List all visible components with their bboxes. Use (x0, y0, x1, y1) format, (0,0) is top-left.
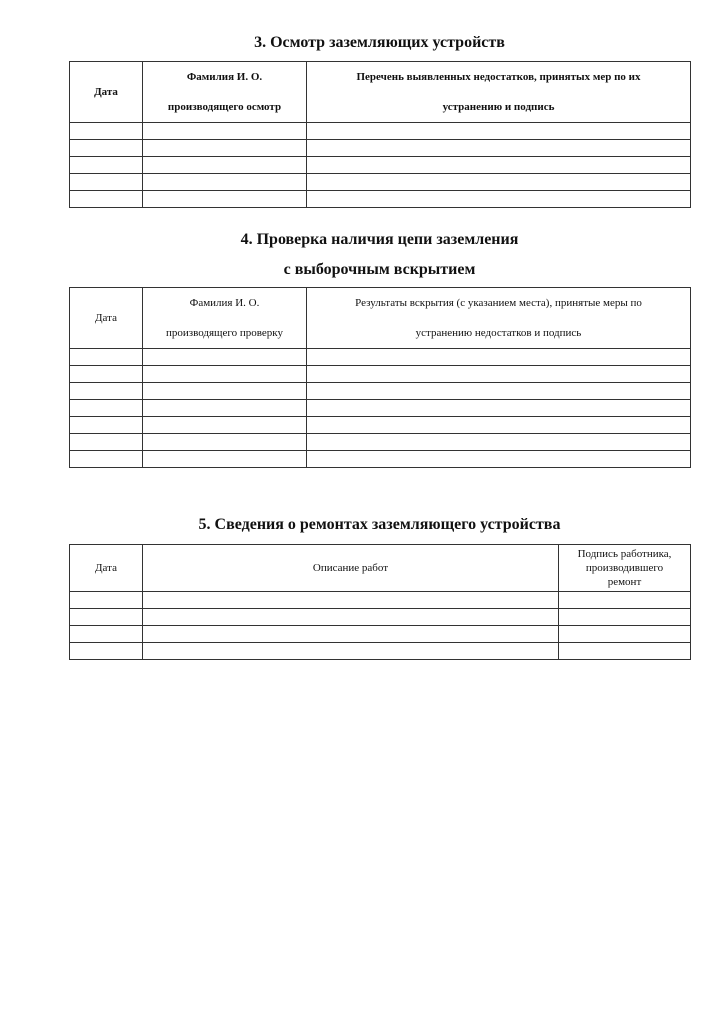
table-cell[interactable] (143, 140, 307, 157)
section-3-title: 3. Осмотр заземляющих устройств (254, 34, 505, 51)
table-cell[interactable] (143, 592, 559, 609)
table-cell[interactable] (307, 434, 691, 451)
table-cell[interactable] (70, 366, 143, 383)
table-row (70, 174, 691, 191)
table-cell[interactable] (70, 434, 143, 451)
table-cell[interactable] (70, 191, 143, 208)
table-row (70, 609, 691, 626)
column-header-inspector-line2: производящего осмотр (167, 101, 282, 113)
table-cell[interactable] (143, 366, 307, 383)
table-row (70, 383, 691, 400)
table-row (70, 157, 691, 174)
table-cell[interactable] (143, 157, 307, 174)
table-cell[interactable] (307, 451, 691, 468)
column-header-checker (143, 288, 307, 349)
table-cell[interactable] (70, 123, 143, 140)
table-row (70, 417, 691, 434)
table-cell[interactable] (143, 434, 307, 451)
section-4-title-line2: с выборочным вскрытием (283, 261, 476, 278)
table-cell[interactable] (70, 592, 143, 609)
grounding-check-table (69, 287, 691, 468)
table-cell[interactable] (143, 609, 559, 626)
section-5-title: 5. Сведения о ремонтах заземляющего устройства (198, 516, 561, 533)
table-cell[interactable] (307, 140, 691, 157)
section-5 (69, 512, 690, 588)
table-row (70, 451, 691, 468)
table-cell[interactable] (559, 609, 691, 626)
table-cell[interactable] (143, 191, 307, 208)
column-header-signature-line3: ремонт (607, 576, 642, 588)
table-cell[interactable] (143, 451, 307, 468)
table-cell[interactable] (143, 174, 307, 191)
table-cell[interactable] (307, 417, 691, 434)
table-cell[interactable] (559, 643, 691, 660)
repairs-table (69, 544, 691, 660)
table-cell[interactable] (307, 123, 691, 140)
table-cell[interactable] (70, 609, 143, 626)
table-cell[interactable] (143, 383, 307, 400)
table-cell[interactable] (70, 174, 143, 191)
table-row (70, 191, 691, 208)
inspection-table (69, 61, 691, 208)
column-header-date: Дата (70, 545, 143, 592)
column-header-defects (307, 62, 691, 123)
section-3 (69, 30, 690, 113)
table-row (70, 592, 691, 609)
table-cell[interactable] (307, 191, 691, 208)
column-header-signature-line1: Подпись работника, (577, 548, 672, 560)
table-cell[interactable] (143, 643, 559, 660)
table-cell[interactable] (70, 157, 143, 174)
section-4-title-line1: 4. Проверка наличия цепи заземления (240, 231, 519, 248)
table-cell[interactable] (307, 349, 691, 366)
table-cell[interactable] (70, 643, 143, 660)
table-cell[interactable] (307, 174, 691, 191)
column-header-results-line1: Результаты вскрытия (с указанием места), принятые меры по (355, 297, 642, 309)
column-header-signature-line2: производившего (585, 562, 664, 574)
table-cell[interactable] (143, 626, 559, 643)
table-row (70, 349, 691, 366)
table-cell[interactable] (70, 140, 143, 157)
table-cell[interactable] (70, 626, 143, 643)
table-row (70, 626, 691, 643)
table-row (70, 434, 691, 451)
column-header-results-line2: устранению недостатков и подпись (415, 327, 582, 339)
table-cell[interactable] (307, 383, 691, 400)
table-cell[interactable] (143, 417, 307, 434)
table-row (70, 643, 691, 660)
table-row (70, 140, 691, 157)
column-header-inspector (143, 62, 307, 123)
column-header-defects-line2: устранению и подпись (442, 101, 555, 113)
table-cell[interactable] (143, 400, 307, 417)
column-header-inspector-line1: Фамилия И. О. (186, 71, 263, 83)
table-row (70, 123, 691, 140)
column-header-signature (559, 545, 691, 592)
table-cell[interactable] (307, 400, 691, 417)
column-header-defects-line1: Перечень выявленных недостатков, принятых мер по их (356, 71, 641, 83)
column-header-checker-line1: Фамилия И. О. (189, 297, 260, 309)
table-cell[interactable] (70, 400, 143, 417)
table-cell[interactable] (70, 349, 143, 366)
table-cell[interactable] (559, 592, 691, 609)
table-cell[interactable] (559, 626, 691, 643)
column-header-checker-line2: производящего проверку (165, 327, 283, 339)
table-cell[interactable] (143, 123, 307, 140)
section-4 (69, 227, 690, 339)
column-header-description: Описание работ (143, 545, 559, 592)
table-cell[interactable] (143, 349, 307, 366)
column-header-date: Дата (70, 62, 143, 123)
table-cell[interactable] (70, 383, 143, 400)
table-cell[interactable] (70, 451, 143, 468)
column-header-results (307, 288, 691, 349)
table-row (70, 366, 691, 383)
table-cell[interactable] (307, 366, 691, 383)
table-row (70, 400, 691, 417)
table-cell[interactable] (307, 157, 691, 174)
table-cell[interactable] (70, 417, 143, 434)
column-header-date: Дата (70, 288, 143, 349)
